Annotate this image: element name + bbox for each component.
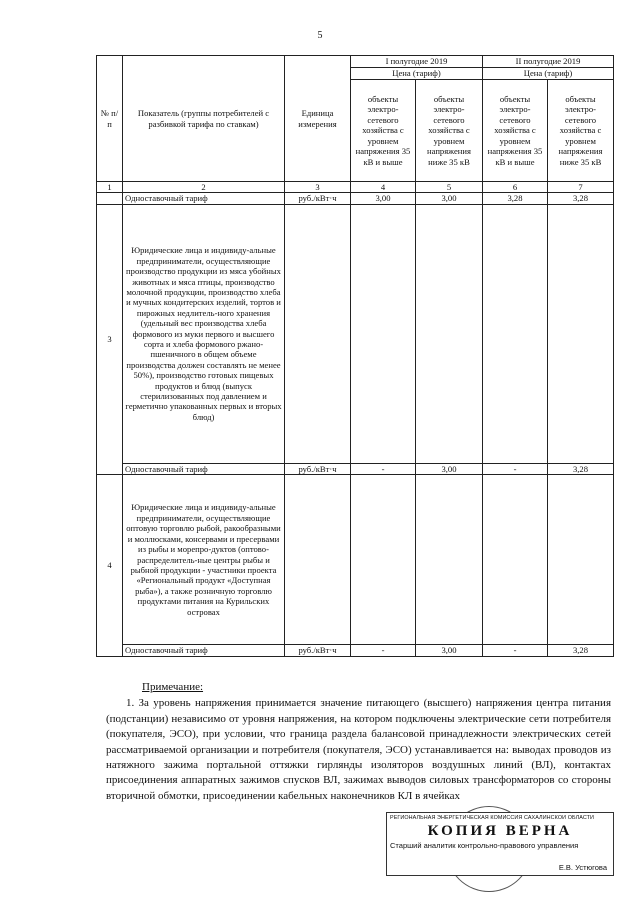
- tariff-value: 3,28: [548, 645, 614, 656]
- column-number: 3: [285, 182, 351, 193]
- tariff-value: -: [483, 645, 548, 656]
- tariff-value: 3,28: [548, 463, 614, 474]
- tariff-value: 3,00: [416, 645, 483, 656]
- stamp-position: Старший аналитик контрольно-правового управления: [390, 841, 579, 850]
- column-number: 6: [483, 182, 548, 193]
- header-low-voltage-1: объекты электро-сетевого хозяйства с уровнем напряжения ниже 35 кВ: [416, 80, 483, 182]
- header-low-voltage-2: объекты электро-сетевого хозяйства с уровнем напряжения ниже 35 кВ: [548, 80, 614, 182]
- tariff-value: -: [483, 463, 548, 474]
- certified-copy-stamp: [386, 812, 614, 876]
- table-header-row: [97, 56, 614, 68]
- tariff-value: 3,00: [416, 193, 483, 204]
- table-row: [97, 193, 614, 204]
- tariff-value: 3,00: [351, 193, 416, 204]
- empty-cell: [351, 204, 416, 463]
- tariff-table: [96, 55, 614, 657]
- empty-cell: [483, 204, 548, 463]
- header-high-voltage-1: объекты электро-сетевого хозяйства с уровнем напряжения 35 кВ и выше: [351, 80, 416, 182]
- tariff-value: 3,00: [416, 463, 483, 474]
- column-number: 5: [416, 182, 483, 193]
- empty-cell: [416, 475, 483, 645]
- column-number: 7: [548, 182, 614, 193]
- header-price-2: Цена (тариф): [483, 68, 614, 80]
- header-high-voltage-2: объекты электро-сетевого хозяйства с уровнем напряжения 35 кВ и выше: [483, 80, 548, 182]
- empty-cell: [285, 475, 351, 645]
- header-half-1: I полугодие 2019: [351, 56, 483, 68]
- header-half-2: II полугодие 2019: [483, 56, 614, 68]
- tariff-unit: руб./кВт·ч: [285, 193, 351, 204]
- table-row: [97, 475, 614, 645]
- tariff-label: Одноставочный тариф: [123, 463, 285, 474]
- table-row: [97, 645, 614, 656]
- empty-cell: [416, 204, 483, 463]
- notes-section: [106, 680, 611, 804]
- row-number: 4: [97, 475, 123, 656]
- empty-cell: [483, 475, 548, 645]
- consumer-group-description: Юридические лица и индивиду-альные предприниматели, осуществляющие оптовую торговлю рыбой, ракообразными и моллюсками, консервами и пресервами из рыбы и морепро-дуктов (оптово-распределитель-ные центры рыбы и рыбной продукции - участники проекта «Региональный продукт «Доступная рыба»), а также розничную торговлю продуктами питания на Курильских островах: [123, 475, 285, 645]
- stamp-signer-name: Е.В. Устюгова: [558, 863, 607, 872]
- tariff-value: 3,28: [548, 193, 614, 204]
- tariff-unit: руб./кВт·ч: [285, 645, 351, 656]
- header-number: № п/ п: [97, 56, 123, 182]
- header-indicator: Показатель (группы потребителей с разбивкой тарифа по ставкам): [123, 56, 285, 182]
- header-unit: Единица измерения: [285, 56, 351, 182]
- column-number: 1: [97, 182, 123, 193]
- tariff-value: 3,28: [483, 193, 548, 204]
- column-number: 4: [351, 182, 416, 193]
- consumer-group-description: Юридические лица и индивиду-альные предприниматели, осуществляющие производство продукции из мяса убойных животных и мяса птицы, производство молочной продукции, производство хлеба и мучных кондитерских изделий, тортов и пирожных недлитель-ного хранения (удельный вес производства хлеба формового из муки первого и высшего сорта и хлеба формового ржано-пшеничного в общем объеме производства должен составлять не менее 50%), производство готовых пищевых продуктов и блюд (выпуск стерилизованных под давлением и герметично упакованных первых и вторых блюд): [123, 204, 285, 463]
- empty-cell: [285, 204, 351, 463]
- tariff-value: -: [351, 463, 416, 474]
- notes-title: Примечание:: [142, 681, 204, 693]
- column-number-row: [97, 182, 614, 193]
- stamp-title: КОПИЯ ВЕРНА: [427, 823, 573, 839]
- tariff-unit: руб./кВт·ч: [285, 463, 351, 474]
- column-number: 2: [123, 182, 285, 193]
- note-paragraph: 1. За уровень напряжения принимается значение питающего (высшего) напряжения центра питания (подстанции) независимо от уровня напряжения, на котором подключены электрические сети потребителя (покупателя, ЭСО), при условии, что граница раздела балансовой принадлежности электрических сетей рассматриваемой организации и потребителя (покупателя, ЭСО) устанавливается на: выводах проводов из натяжного зажима портальной оттяжки гирлянды изоляторов воздушных линий (ВЛ), контактах присоединения аппаратных зажимов спусков ВЛ, зажимах выводов силовых трансформаторов со стороны вторичной обмотки, присоединении кабельных наконечников КЛ в ячейках: [106, 697, 611, 802]
- tariff-label: Одноставочный тариф: [123, 645, 285, 656]
- tariff-label: Одноставочный тариф: [123, 193, 285, 204]
- empty-cell: [351, 475, 416, 645]
- row-number: [97, 193, 123, 204]
- page-number: 5: [317, 30, 323, 41]
- empty-cell: [548, 204, 614, 463]
- table-row: [97, 463, 614, 474]
- row-number: 3: [97, 204, 123, 474]
- table-row: [97, 204, 614, 463]
- header-price-1: Цена (тариф): [351, 68, 483, 80]
- empty-cell: [548, 475, 614, 645]
- stamp-organization: РЕГИОНАЛЬНАЯ ЭНЕРГЕТИЧЕСКАЯ КОМИССИЯ САХАЛИНСКОЙ ОБЛАСТИ: [390, 815, 595, 821]
- tariff-value: -: [351, 645, 416, 656]
